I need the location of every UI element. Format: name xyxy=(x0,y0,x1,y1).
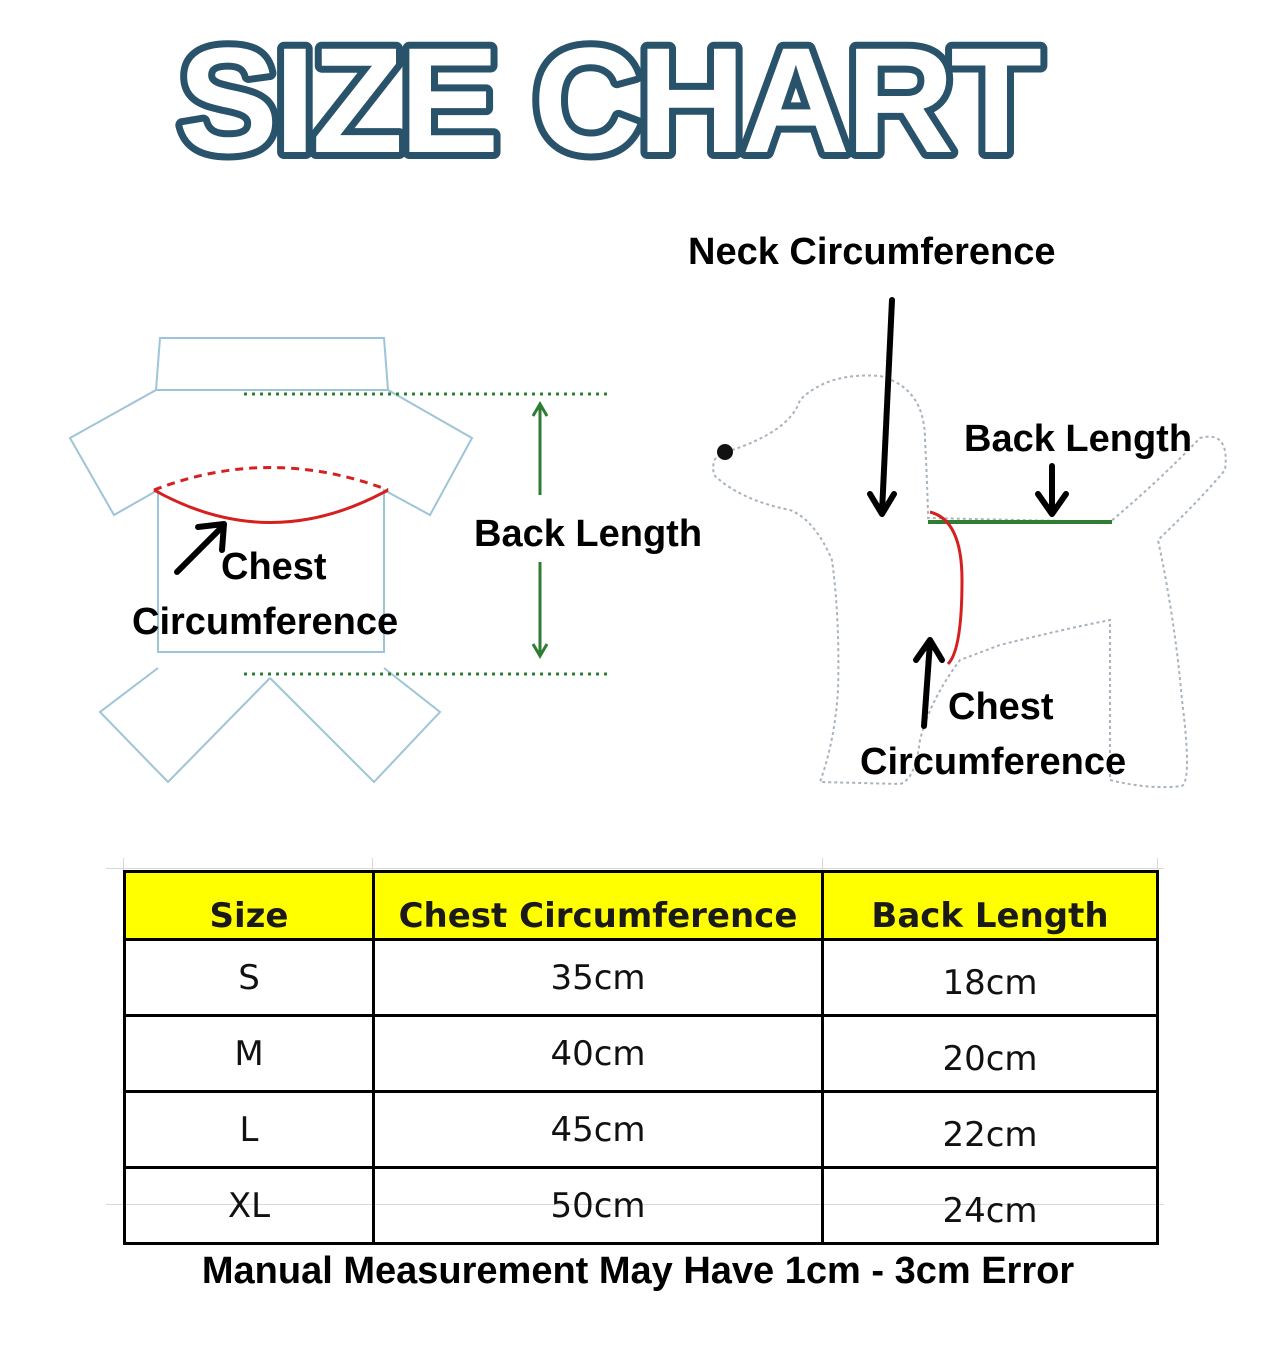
cell-chest: 50cm xyxy=(374,1168,823,1244)
garment-collar xyxy=(156,338,388,390)
dog-neck-label: Neck Circumference xyxy=(688,231,1056,273)
garment-chest-arrow xyxy=(177,524,224,572)
size-table xyxy=(123,870,1159,1245)
cell-size: L xyxy=(125,1092,374,1168)
table-row xyxy=(125,1168,1158,1244)
grid-line xyxy=(106,868,1164,869)
cell-chest: 40cm xyxy=(374,1016,823,1092)
table-header-row xyxy=(125,872,1158,940)
header-chest: Chest Circumference xyxy=(374,872,823,940)
size-table-container xyxy=(123,870,1159,1245)
title-text: SIZE CHART xyxy=(178,16,1038,184)
cell-back-length: 18cm xyxy=(823,940,1158,1016)
dog-chest-marker xyxy=(930,512,962,664)
cell-size: S xyxy=(125,940,374,1016)
cell-back-length: 22cm xyxy=(823,1092,1158,1168)
cell-chest: 45cm xyxy=(374,1092,823,1168)
garment-chest-marker xyxy=(154,468,388,523)
dog-nose-icon xyxy=(717,444,733,460)
cell-size: M xyxy=(125,1016,374,1092)
dog-back-arrow xyxy=(1038,466,1066,514)
cell-size: XL xyxy=(125,1168,374,1244)
cell-back-length: 20cm xyxy=(823,1016,1158,1092)
cell-back-length: 24cm xyxy=(823,1168,1158,1244)
dog-back-length-label: Back Length xyxy=(964,418,1193,460)
garment-leg-left xyxy=(100,668,270,782)
header-back-length: Back Length xyxy=(823,872,1158,940)
garment-leg-right xyxy=(270,668,440,782)
measurement-disclaimer: Manual Measurement May Have 1cm - 3cm Error xyxy=(201,1250,1075,1292)
garment-chest-label: Chest xyxy=(221,546,327,588)
dog-chest-label-2: Circumference xyxy=(860,741,1127,783)
dog-neck-arrow xyxy=(870,300,894,514)
cell-chest: 35cm xyxy=(374,940,823,1016)
garment-back-length-label: Back Length xyxy=(474,513,703,555)
dog-chest-label: Chest xyxy=(948,686,1054,728)
table-row xyxy=(125,1092,1158,1168)
garment-chest-label-2: Circumference xyxy=(132,601,399,643)
table-row xyxy=(125,940,1158,1016)
table-row xyxy=(125,1016,1158,1092)
header-size: Size xyxy=(125,872,374,940)
